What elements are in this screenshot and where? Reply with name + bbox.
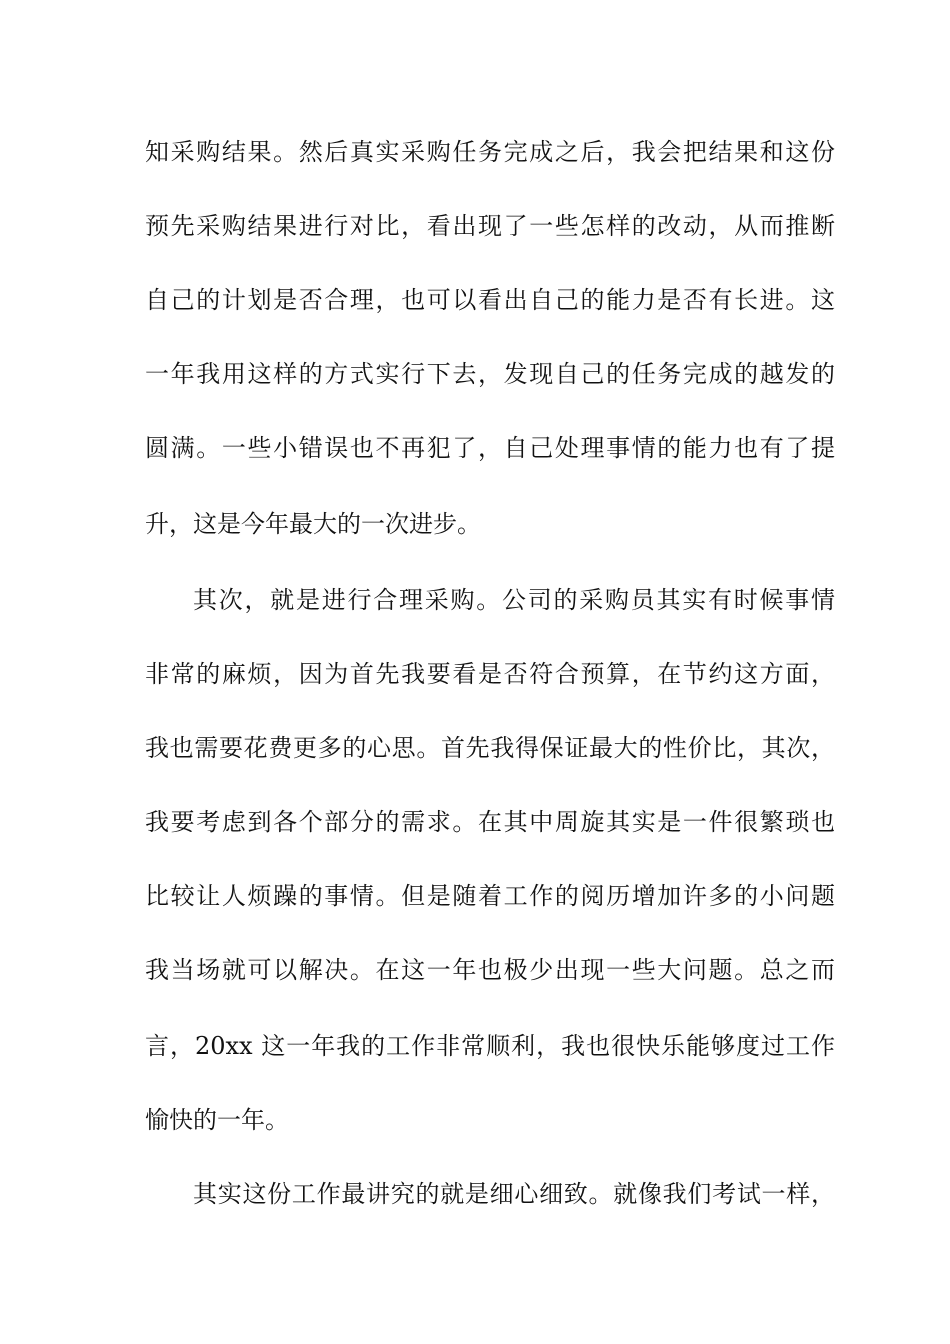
text-line: 其次，就是进行合理采购。公司的采购员其实有时候事情 — [193, 586, 835, 614]
text-line: 自己的计划是否合理，也可以看出自己的能力是否有长进。这 — [145, 286, 835, 314]
text-line: 非常的麻烦，因为首先我要看是否符合预算，在节约这方面， — [145, 660, 835, 688]
text-line: 一年我用这样的方式实行下去，发现自己的任务完成的越发的 — [145, 360, 835, 388]
text-line: 言，20xx 这一年我的工作非常顺利，我也很快乐能够度过工作 — [145, 1032, 835, 1060]
text-line: 我也需要花费更多的心思。首先我得保证最大的性价比，其次， — [145, 734, 835, 762]
text-line: 其实这份工作最讲究的就是细心细致。就像我们考试一样， — [193, 1180, 835, 1208]
text-line: 愉快的一年。 — [145, 1106, 289, 1134]
text-line: 比较让人烦躁的事情。但是随着工作的阅历增加许多的小问题 — [145, 882, 835, 910]
text-line: 知采购结果。然后真实采购任务完成之后，我会把结果和这份 — [145, 138, 835, 166]
text-line: 圆满。一些小错误也不再犯了，自己处理事情的能力也有了提 — [145, 434, 835, 462]
text-line: 升，这是今年最大的一次进步。 — [145, 510, 481, 538]
text-line: 我当场就可以解决。在这一年也极少出现一些大问题。总之而 — [145, 956, 835, 984]
text-line: 我要考虑到各个部分的需求。在其中周旋其实是一件很繁琐也 — [145, 808, 835, 836]
text-line: 预先采购结果进行对比，看出现了一些怎样的改动，从而推断 — [145, 212, 835, 240]
